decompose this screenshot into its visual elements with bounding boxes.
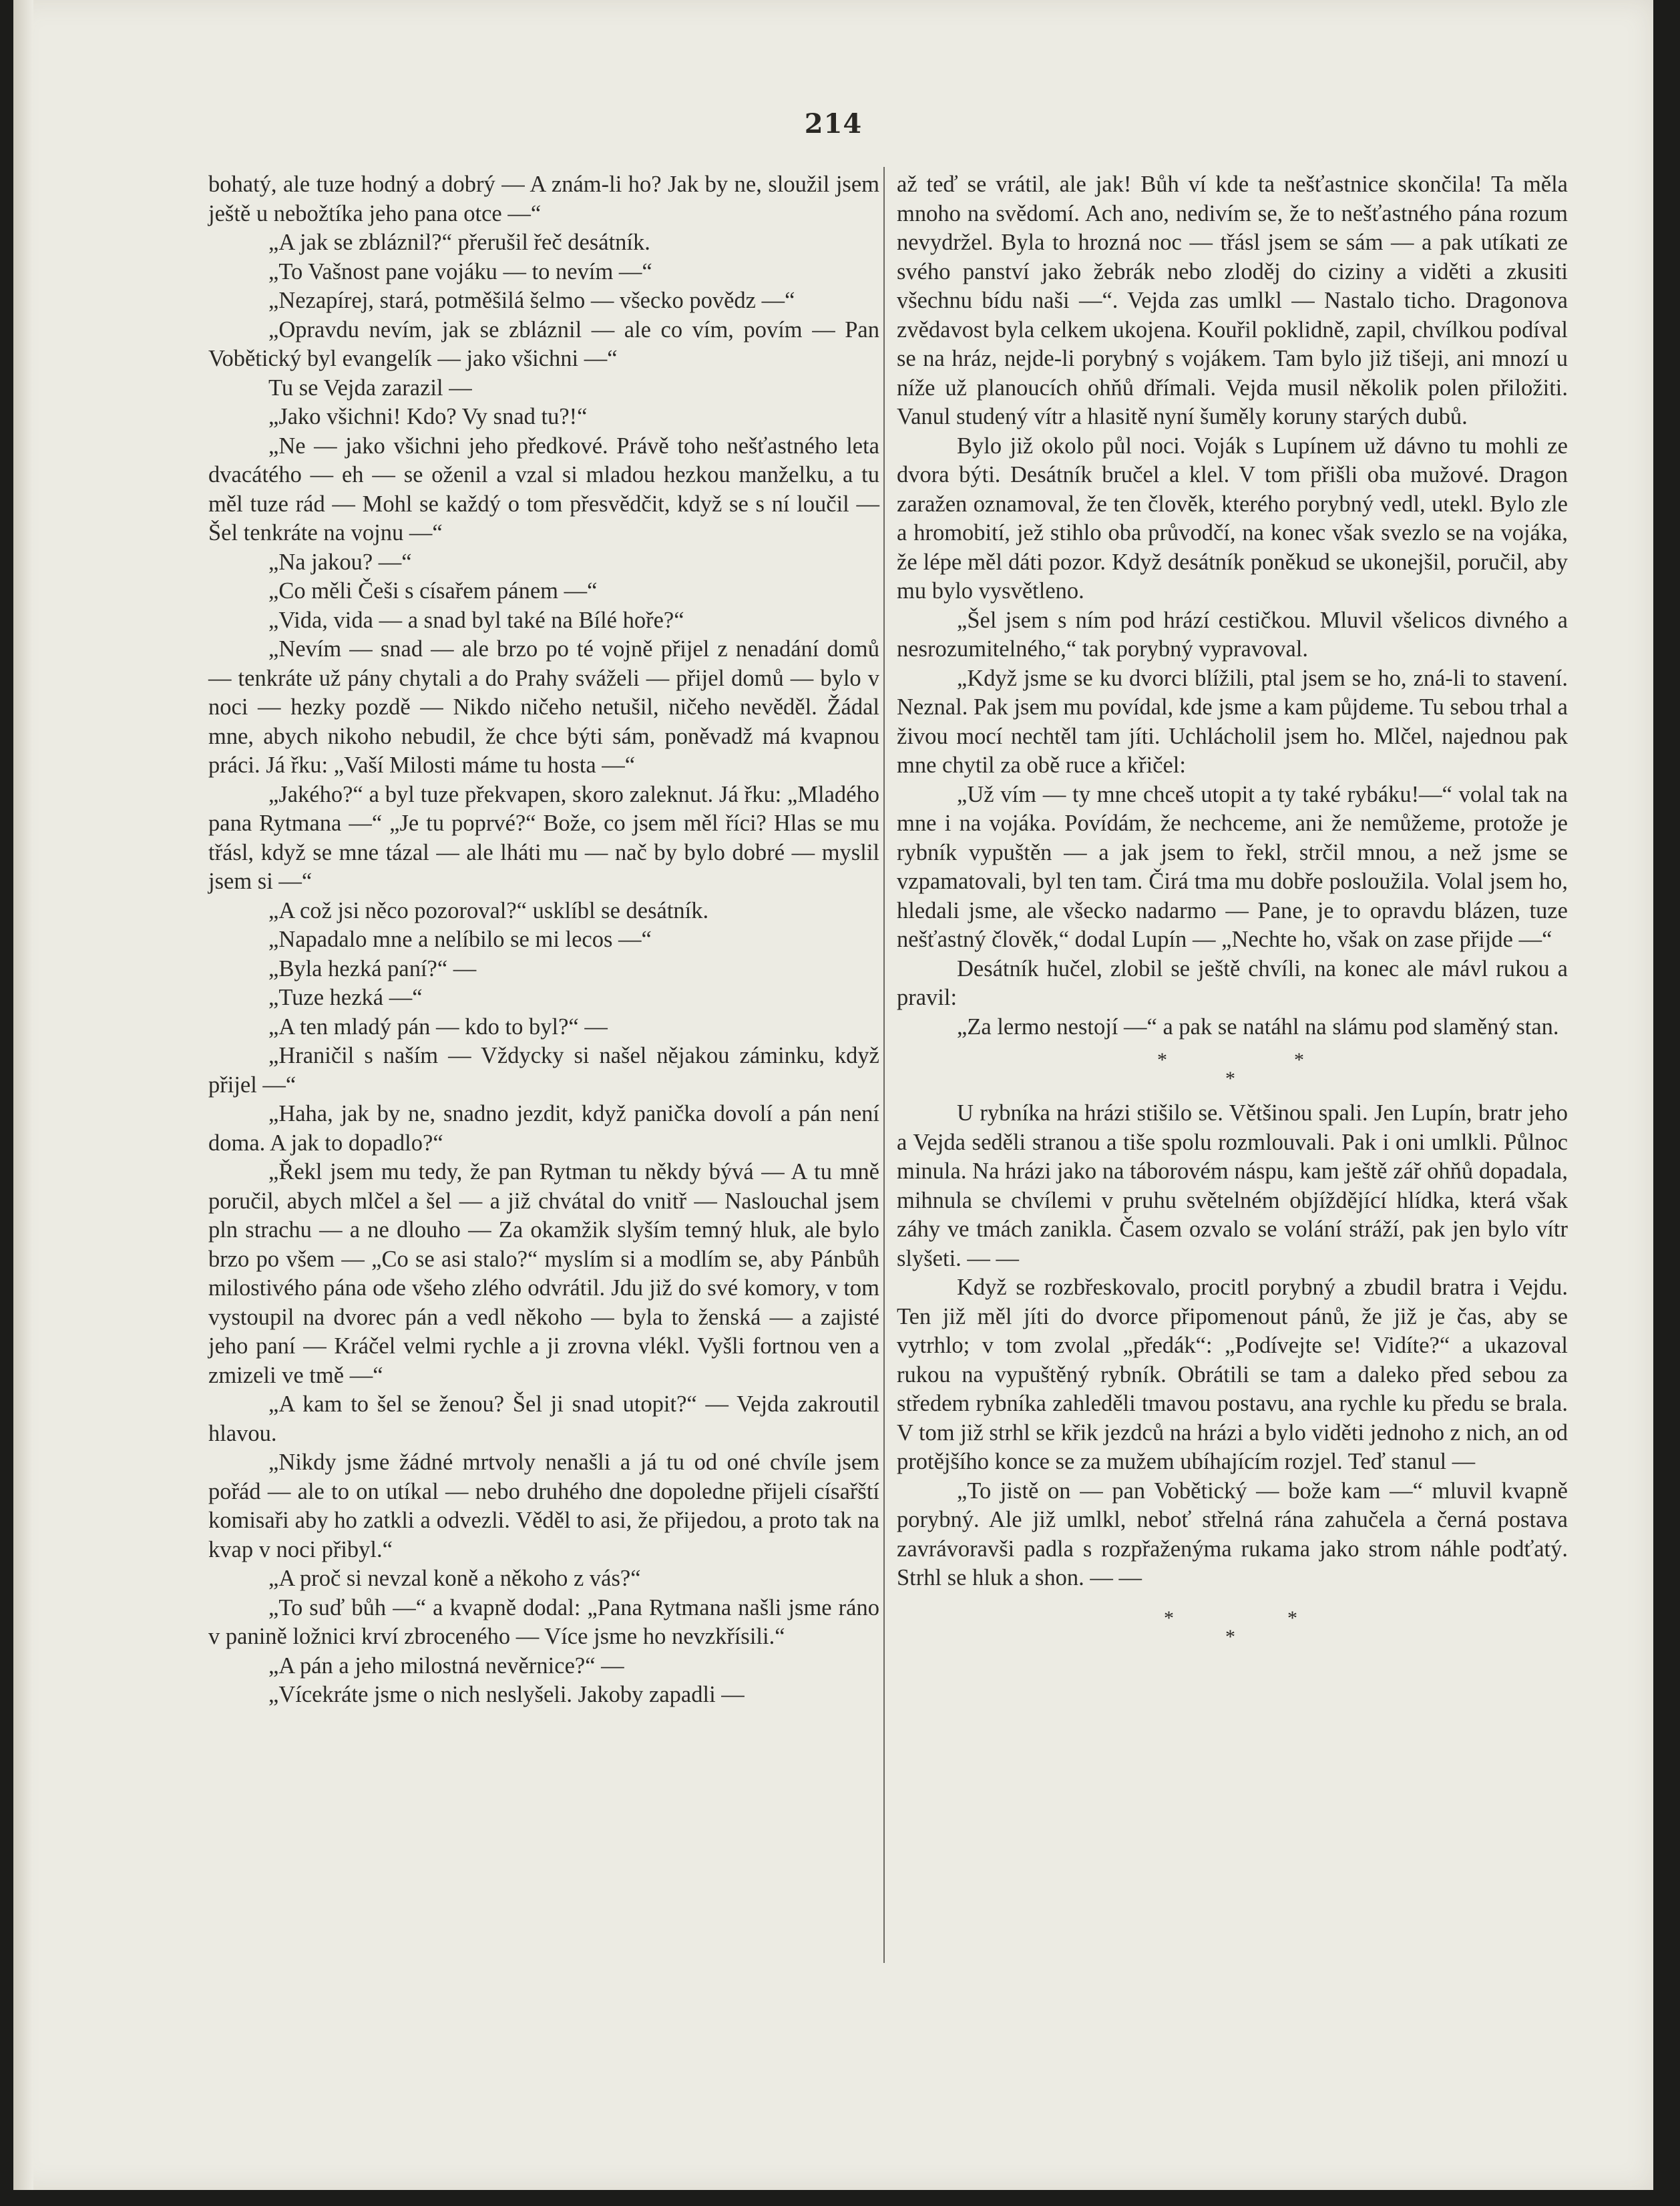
paragraph: „Na jakou? —“	[268, 549, 412, 575]
paragraph: bohatý, ale tuze hodný a dobrý — A znám-li ho? Jak by ne, sloužil jsem ještě u nebožtíka jeho pana otce —“	[208, 172, 879, 226]
paragraph: „To Vašnost pane vojáku — to nevím —“	[268, 258, 652, 284]
right-column-part-1	[897, 170, 1568, 1042]
paragraph: „Když jsme se ku dvorci blížili, ptal jsem se ho, zná-li to stavení. Neznal. Pak jsem mu povídal, kde jsme a kam půjdeme. Tu sebou trhal a živou mocí nechtěl tam jíti. Uchlácholil jsem ho. Mlčel, najednou pak mne chytil za obě ruce a křičel:	[897, 665, 1568, 778]
paragraph: „A pán a jeho milostná nevěrnice?“ —	[268, 1652, 624, 1679]
paragraph: „Napadalo mne a nelíbilo se mi lecos —“	[268, 927, 652, 952]
paragraph: „Jako všichni! Kdo? Vy snad tu?!“	[268, 404, 588, 429]
section-break	[897, 1042, 1568, 1099]
paragraph: „Nevím — snad — ale brzo po té vojně přijel z nenadání domů — tenkráte už pány chytali a do Prahy sváželi — přijel domů — bylo v noci — hezky pozdě — Nikdo ničeho netušil, ničeho nevěděl. Žádal mne, abych nikoho nebudil, že chce býti sám, poněvadž má kvapnou práci. Já řku: „Vaší Milosti máme tu hosta —“	[208, 636, 879, 778]
separator-star: *	[1157, 1049, 1167, 1071]
column-divider	[883, 167, 885, 1963]
paragraph: „A což jsi něco pozoroval?“ usklíbl se desátník.	[268, 897, 709, 923]
paragraph: U rybníka na hrázi stišilo se. Většinou spali. Jen Lupín, bratr jeho a Vejda seděli stranou a tiše spolu rozmlouvali. Pak i oni umlkli. Půlnoc minula. Na hrázi jako na táborovém náspu, kam ještě zář ohňů dopadala, mihnula se chvílemi v pruhu světelném objíždějící hlídka, která však záhy ve tmách zanikla. Časem ozvalo se volání stráží, pak jen bylo vítr slyšeti. — —	[897, 1100, 1568, 1271]
page-gutter	[13, 0, 33, 2190]
paragraph: „Vícekráte jsme o nich neslyšeli. Jakoby zapadli —	[268, 1682, 745, 1707]
paragraph: „Nikdy jsme žádné mrtvoly nenašli a já tu od oné chvíle jsem pořád — ale to on utíkal — nebo druhého dne dopoledne přijeli císařští komisaři aby ho zatkli a odvezli. Věděl to asi, že přijedou, a proto tak na kvap v noci přibyl.“	[208, 1450, 879, 1562]
paragraph: „To jistě on — pan Vobětický — bože kam —“ mluvil kvapně porybný. Ale již umlkl, neboť střelná rána zahučela a černá postava zavrávoravši padla s rozpřaženýma rukama jako strom náhle podťatý. Strhl se hluk a shon. — —	[897, 1478, 1568, 1590]
paragraph: Desátník hučel, zlobil se ještě chvíli, na konec ale mávl rukou a pravil:	[897, 955, 1568, 1010]
paragraph: „A ten mladý pán — kdo to byl?“ —	[268, 1014, 608, 1040]
paragraph: „Šel jsem s ním pod hrází cestičkou. Mluvil všelicos divného a nesrozumitelného,“ tak porybný vypravoval.	[897, 607, 1568, 662]
paragraph: „Byla hezká paní?“ —	[268, 955, 477, 981]
paragraph: „Haha, jak by ne, snadno jezdit, když panička dovolí a pán není doma. A jak to dopadlo?“	[208, 1101, 879, 1156]
separator-star: *	[1225, 1068, 1235, 1090]
paragraph: „A jak se zbláznil?“ přerušil řeč desátník.	[268, 230, 650, 255]
paragraph: „Tuze hezká —“	[268, 985, 423, 1010]
paragraph: „Řekl jsem mu tedy, že pan Rytman tu někdy bývá — A tu mně poručil, abych mlčel a šel — a již chvátal do vnitř — Naslouchal jsem pln strachu — a ne dlouho — Za okamžik slyším temný hluk, ale bylo brzo po všem — „Co se asi stalo?“ myslím si a modlím se, aby Pánbůh milostivého pána ode všeho zlého odvrátil. Jdu již do své komory, v tom vystoupil na dvorec pán a vedl někoho — byla to ženská — a zajisté jeho paní — Kráčel velmi rychle a ji zrovna vlékl. Vyšli fortnou ven a zmizeli ve tmě —“	[208, 1159, 879, 1388]
paragraph: „Co měli Češi s císařem pánem —“	[268, 578, 598, 604]
paragraph: Když se rozbřeskovalo, procitl porybný a zbudil bratra i Vejdu. Ten již měl jíti do dvorce připomenout pánů, že již je čas, aby se vytrhlo; v tom zvolal „předák“: „Podívejte se! Vidíte?“ a ukazoval rukou na vypuštěný rybník. Obrátili se tam a daleko před sebou za středem rybníka zahleděli tmavou postavu, ana rychle ku předu se brala. V tom již strhl se křik jezdců na hrázi a bylo viděti jednoho z nich, an od protějšího konce se za mužem ubíhajícím rozjel. Teď stanul —	[897, 1275, 1568, 1474]
paragraph: Bylo již okolo půl noci. Voják s Lupínem už dávno tu mohli ze dvora býti. Desátník bručel a klel. V tom přišli oba mužové. Dragon zaražen oznamoval, že ten člověk, kterého porybný vedl, utekl. Bylo zle a hromobití, jež stihlo oba průvodčí, na konec však svezlo se na vojáka, že lépe měl dáti pozor. Když desátník poněkud se ukonejšil, poručil, aby mu bylo vysvětleno.	[897, 433, 1568, 604]
paragraph: „Opravdu nevím, jak se zbláznil — ale co vím, povím — Pan Vobětický byl evangelík — jako všichni —“	[208, 316, 879, 371]
paragraph: „Vida, vida — a snad byl také na Bílé hoře?“	[268, 607, 684, 633]
section-break-end	[897, 1593, 1568, 1650]
paragraph: „Za lermo nestojí —“ a pak se natáhl na slámu pod slaměný stan.	[957, 1014, 1559, 1040]
page-number: 214	[804, 108, 863, 140]
paragraph: „Ne — jako všichni jeho předkové. Právě toho nešťastného leta dvacátého — eh — se oženil a vzal si mladou hezkou manželku, a tu měl tuze rád — Mohl se každý o tom přesvědčit, když se s ní loučil — Šel tenkráte na vojnu —“	[208, 433, 879, 545]
paragraph: Tu se Vejda zarazil —	[268, 375, 472, 401]
right-column	[897, 170, 1568, 1650]
left-column	[208, 170, 879, 1710]
separator-star: *	[1225, 1625, 1235, 1648]
right-column-part-2	[897, 1099, 1568, 1593]
separator-star: *	[1164, 1606, 1174, 1629]
paragraph: až teď se vrátil, ale jak! Bůh ví kde ta nešťastnice skončila! Ta měla mnoho na svědomí. Ach ano, nedivím se, že to nešťastného pána rozum nevydržel. Byla to hrozná noc — třásl jsem se sám — a pak utíkati ze svého panství jako žebrák nebo zloděj do ciziny a viděti a zkusiti všechnu bídu naši —“. Vejda zas umlkl — Nastalo ticho. Dragonova zvědavost byla celkem ukojena. Kouřil poklidně, zapil, chvílkou podíval se na hráz, nejde-li porybný s vojákem. Tam bylo již tišeji, ani mnozí u níže už planoucích ohňů dřímali. Vejda musil několik polen přiložiti. Vanul studený vítr a hlasitě nyní šuměly koruny starých dubů.	[897, 172, 1568, 429]
paragraph: „A kam to šel se ženou? Šel ji snad utopit?“ — Vejda zakroutil hlavou.	[208, 1391, 879, 1446]
paragraph: „Nezapírej, stará, potměšilá šelmo — všecko povědz —“	[268, 288, 795, 313]
paragraph: „Už vím — ty mne chceš utopit a ty také rybáku!—“ volal tak na mne i na vojáka. Povídám, že nechceme, ani že nemůžeme, protože je rybník vypuštěn — a jak jsem to řekl, strčil mnou, a než jsme se vzpamatovali, byl ten tam. Čirá tma mu dobře posloužila. Volal jsem ho, hledali jsme, ale všecko nadarmo — Pane, je to opravdu blázen, tuze nešťastný člověk,“ dodal Lupín — „Nechte ho, však on zase přijde —“	[897, 781, 1568, 952]
separator-star: *	[1294, 1049, 1304, 1071]
separator-star: *	[1287, 1606, 1297, 1629]
paragraph: „Hraničil s naším — Vždycky si našel nějakou záminku, když přijel —“	[208, 1043, 879, 1098]
book-page	[13, 0, 1653, 2190]
paragraph: „A proč si nevzal koně a někoho z vás?“	[268, 1566, 641, 1591]
paragraph: „Jakého?“ a byl tuze překvapen, skoro zaleknut. Já řku: „Mladého pana Rytmana —“ „Je tu poprvé?“ Bože, co jsem měl říci? Hlas se mu třásl, když se mne tázal — ale lháti mu — nač by bylo dobré — myslil jsem si —“	[208, 781, 879, 894]
paragraph: „To suď bůh —“ a kvapně dodal: „Pana Rytmana našli jsme ráno v panině ložnici krví zbroceného — Více jsme ho nevzkřísili.“	[208, 1594, 879, 1649]
